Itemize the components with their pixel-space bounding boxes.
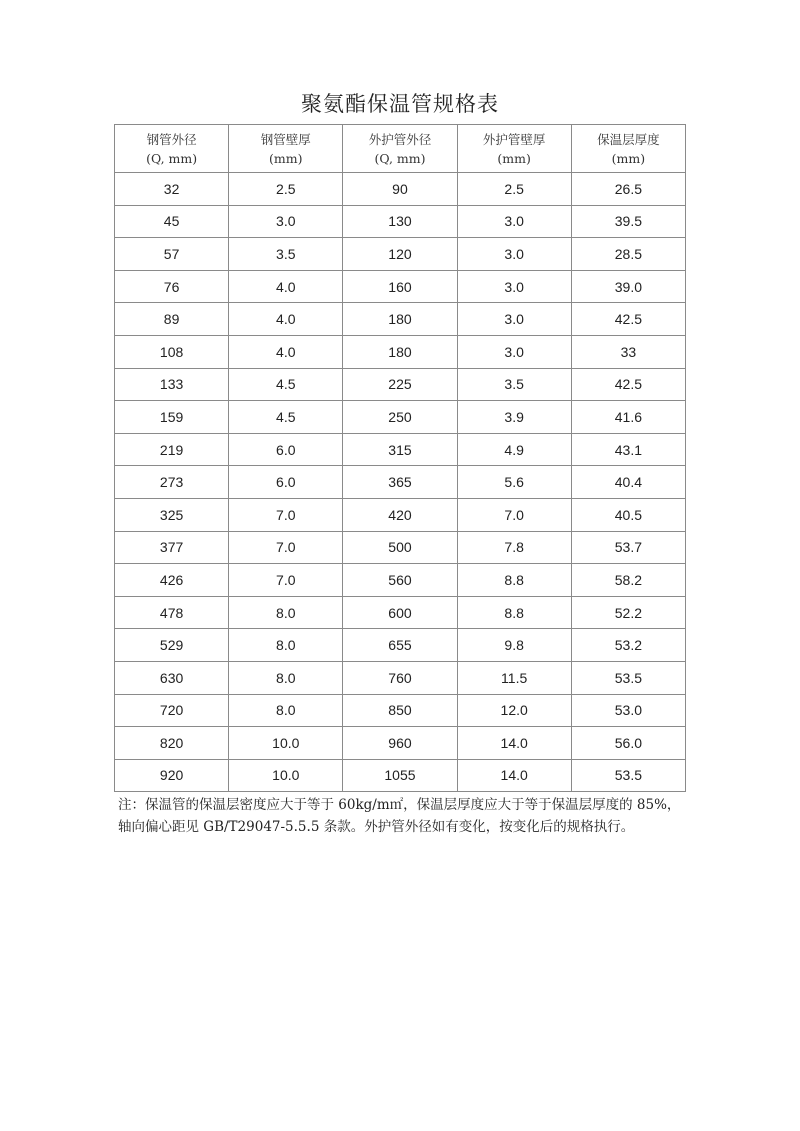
header-steel-wall-thickness <box>229 125 343 173</box>
cell-steel-pipe-od: 529 <box>115 629 229 662</box>
cell-steel-pipe-od: 325 <box>115 498 229 531</box>
header-jacket-wall-thickness <box>457 125 571 173</box>
cell-jacket-wall-thickness: 3.0 <box>457 270 571 303</box>
cell-steel-wall-thickness: 7.0 <box>229 564 343 597</box>
cell-steel-wall-thickness: 10.0 <box>229 727 343 760</box>
cell-insulation-thickness: 28.5 <box>571 238 685 271</box>
cell-steel-wall-thickness: 4.0 <box>229 335 343 368</box>
cell-jacket-wall-thickness: 14.0 <box>457 727 571 760</box>
cell-jacket-wall-thickness: 7.0 <box>457 498 571 531</box>
cell-jacket-wall-thickness: 3.0 <box>457 303 571 336</box>
cell-jacket-od: 1055 <box>343 759 457 792</box>
cell-insulation-thickness: 53.5 <box>571 759 685 792</box>
cell-steel-pipe-od: 159 <box>115 401 229 434</box>
cell-steel-wall-thickness: 3.5 <box>229 238 343 271</box>
cell-jacket-od: 365 <box>343 466 457 499</box>
header-jacket-od <box>343 125 457 173</box>
cell-insulation-thickness: 39.5 <box>571 205 685 238</box>
cell-jacket-wall-thickness: 3.0 <box>457 238 571 271</box>
cell-jacket-od: 180 <box>343 335 457 368</box>
cell-steel-pipe-od: 920 <box>115 759 229 792</box>
table-row <box>115 303 686 336</box>
cell-insulation-thickness: 53.5 <box>571 661 685 694</box>
cell-steel-pipe-od: 45 <box>115 205 229 238</box>
header-label: 外护管壁厚 <box>482 131 546 147</box>
cell-insulation-thickness: 53.2 <box>571 629 685 662</box>
header-label: 外护管外径 <box>368 131 432 147</box>
table-row <box>115 629 686 662</box>
table-row <box>115 335 686 368</box>
header-unit: (mm) <box>611 150 646 166</box>
cell-steel-wall-thickness: 2.5 <box>229 173 343 206</box>
cell-insulation-thickness: 42.5 <box>571 368 685 401</box>
table-row <box>115 368 686 401</box>
header-unit: (mm) <box>269 150 303 166</box>
cell-jacket-od: 120 <box>343 238 457 271</box>
cell-steel-wall-thickness: 6.0 <box>229 466 343 499</box>
cell-insulation-thickness: 53.7 <box>571 531 685 564</box>
cell-jacket-wall-thickness: 3.9 <box>457 401 571 434</box>
header-unit: (Q, mm) <box>374 150 426 166</box>
cell-steel-pipe-od: 219 <box>115 433 229 466</box>
header-label: 钢管外径 <box>146 131 197 147</box>
header-label: 保温层厚度 <box>597 131 660 147</box>
cell-steel-pipe-od: 426 <box>115 564 229 597</box>
cell-steel-pipe-od: 32 <box>115 173 229 206</box>
table-row <box>115 564 686 597</box>
cell-jacket-wall-thickness: 3.0 <box>457 335 571 368</box>
cell-jacket-od: 850 <box>343 694 457 727</box>
table-row <box>115 466 686 499</box>
table-row <box>115 270 686 303</box>
cell-jacket-wall-thickness: 7.8 <box>457 531 571 564</box>
cell-jacket-wall-thickness: 9.8 <box>457 629 571 662</box>
cell-jacket-od: 225 <box>343 368 457 401</box>
cell-jacket-od: 420 <box>343 498 457 531</box>
cell-steel-wall-thickness: 7.0 <box>229 498 343 531</box>
cell-steel-wall-thickness: 8.0 <box>229 694 343 727</box>
table-body <box>115 173 686 792</box>
cell-jacket-wall-thickness: 4.9 <box>457 433 571 466</box>
page-title: 聚氨酯保温管规格表 <box>301 92 499 116</box>
cell-jacket-wall-thickness: 8.8 <box>457 596 571 629</box>
cell-jacket-od: 960 <box>343 727 457 760</box>
cell-steel-pipe-od: 720 <box>115 694 229 727</box>
cell-steel-pipe-od: 57 <box>115 238 229 271</box>
cell-jacket-od: 655 <box>343 629 457 662</box>
cell-jacket-od: 560 <box>343 564 457 597</box>
cell-insulation-thickness: 42.5 <box>571 303 685 336</box>
cell-insulation-thickness: 26.5 <box>571 173 685 206</box>
header-row <box>115 125 686 173</box>
cell-steel-pipe-od: 630 <box>115 661 229 694</box>
cell-jacket-od: 315 <box>343 433 457 466</box>
cell-steel-wall-thickness: 6.0 <box>229 433 343 466</box>
cell-steel-wall-thickness: 8.0 <box>229 629 343 662</box>
spec-table <box>114 124 686 792</box>
header-insulation-thickness <box>571 125 685 173</box>
table-row <box>115 596 686 629</box>
table-row <box>115 694 686 727</box>
footnote: 注：保温管的保温层密度应大于等于 60kg/m㎡，保温层厚度应大于等于保温层厚度的 85%，轴向偏心距见 GB/T29047-5.5.5 条款。外护管外径如有变化，按变化后的规格执行。 <box>118 797 681 835</box>
cell-jacket-od: 500 <box>343 531 457 564</box>
cell-jacket-od: 90 <box>343 173 457 206</box>
table-row <box>115 727 686 760</box>
cell-insulation-thickness: 40.5 <box>571 498 685 531</box>
cell-steel-pipe-od: 108 <box>115 335 229 368</box>
cell-steel-pipe-od: 377 <box>115 531 229 564</box>
table-row <box>115 498 686 531</box>
cell-steel-wall-thickness: 4.5 <box>229 401 343 434</box>
cell-steel-pipe-od: 273 <box>115 466 229 499</box>
cell-steel-wall-thickness: 4.0 <box>229 270 343 303</box>
cell-insulation-thickness: 41.6 <box>571 401 685 434</box>
cell-steel-pipe-od: 89 <box>115 303 229 336</box>
cell-jacket-wall-thickness: 14.0 <box>457 759 571 792</box>
cell-steel-wall-thickness: 4.0 <box>229 303 343 336</box>
table-row <box>115 238 686 271</box>
cell-insulation-thickness: 53.0 <box>571 694 685 727</box>
cell-steel-pipe-od: 478 <box>115 596 229 629</box>
cell-insulation-thickness: 33 <box>571 335 685 368</box>
cell-jacket-od: 130 <box>343 205 457 238</box>
table-row <box>115 661 686 694</box>
table-row <box>115 401 686 434</box>
cell-insulation-thickness: 40.4 <box>571 466 685 499</box>
cell-steel-pipe-od: 820 <box>115 727 229 760</box>
header-label: 钢管壁厚 <box>260 131 311 147</box>
cell-jacket-wall-thickness: 5.6 <box>457 466 571 499</box>
table-row <box>115 173 686 206</box>
cell-jacket-wall-thickness: 2.5 <box>457 173 571 206</box>
cell-steel-pipe-od: 76 <box>115 270 229 303</box>
cell-jacket-wall-thickness: 12.0 <box>457 694 571 727</box>
header-steel-pipe-od <box>115 125 229 173</box>
cell-steel-wall-thickness: 7.0 <box>229 531 343 564</box>
cell-jacket-od: 250 <box>343 401 457 434</box>
header-unit: (Q, mm) <box>146 150 198 166</box>
table-row <box>115 531 686 564</box>
cell-insulation-thickness: 58.2 <box>571 564 685 597</box>
cell-jacket-wall-thickness: 3.0 <box>457 205 571 238</box>
cell-jacket-od: 600 <box>343 596 457 629</box>
table-row <box>115 205 686 238</box>
header-unit: (mm) <box>497 150 531 166</box>
cell-steel-wall-thickness: 10.0 <box>229 759 343 792</box>
cell-insulation-thickness: 39.0 <box>571 270 685 303</box>
table-row <box>115 433 686 466</box>
cell-steel-pipe-od: 133 <box>115 368 229 401</box>
cell-steel-wall-thickness: 4.5 <box>229 368 343 401</box>
cell-steel-wall-thickness: 8.0 <box>229 661 343 694</box>
cell-insulation-thickness: 43.1 <box>571 433 685 466</box>
cell-jacket-wall-thickness: 11.5 <box>457 661 571 694</box>
cell-jacket-od: 160 <box>343 270 457 303</box>
cell-jacket-od: 180 <box>343 303 457 336</box>
cell-jacket-wall-thickness: 3.5 <box>457 368 571 401</box>
cell-steel-wall-thickness: 3.0 <box>229 205 343 238</box>
cell-insulation-thickness: 56.0 <box>571 727 685 760</box>
table-row <box>115 759 686 792</box>
cell-jacket-wall-thickness: 8.8 <box>457 564 571 597</box>
cell-steel-wall-thickness: 8.0 <box>229 596 343 629</box>
cell-insulation-thickness: 52.2 <box>571 596 685 629</box>
cell-jacket-od: 760 <box>343 661 457 694</box>
